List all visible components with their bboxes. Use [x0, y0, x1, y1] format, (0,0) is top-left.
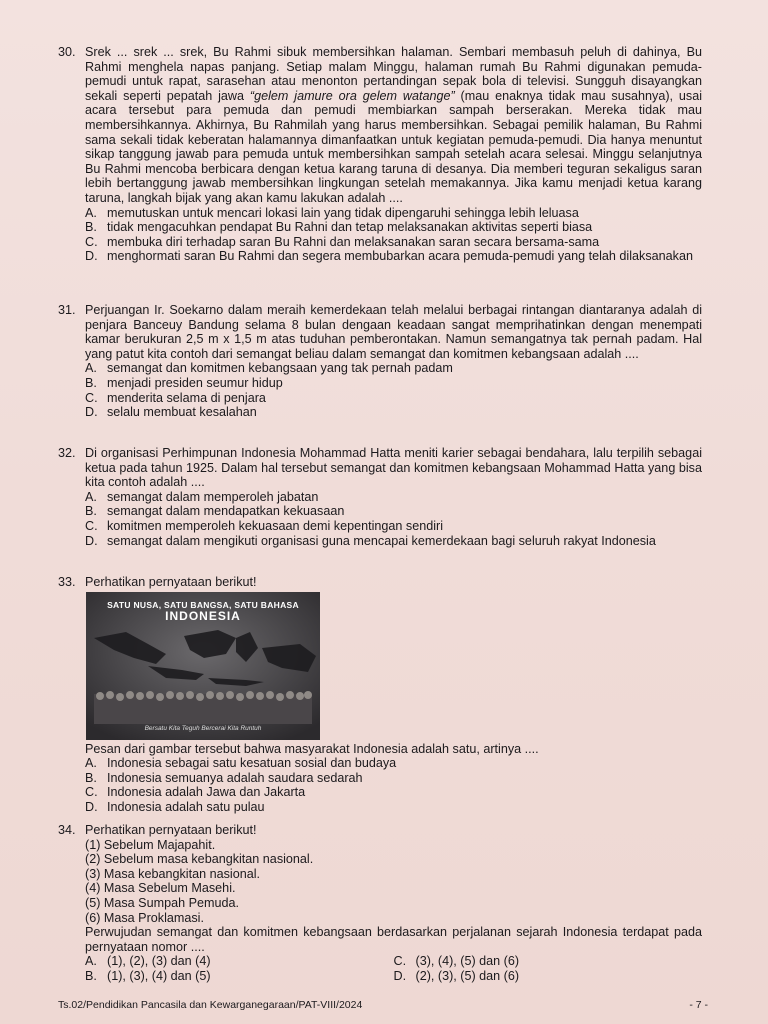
question-intro: Perhatikan pernyataan berikut! [85, 575, 257, 589]
statement-item: (5) Masa Sumpah Pemuda. [85, 895, 239, 910]
option-d[interactable]: D. Indonesia adalah satu pulau [85, 799, 265, 814]
question-stem: Perjuangan Ir. Soekarno dalam meraih kemerdekaan telah melalui berbagai rintangan diantaranya adalah di penjara Banceuy Bandung selama 8 bulan dengaan keadaan sangat memprihatinkan dengan menempati kamar berukuran 2,5 m x 1,5 m atas tuduhan pemberontakan. Namun semangatnya tak pernah padam. Hal yang patut kita contoh dari semangat beliau dalam semangat dan komitmen kebangsaan adalah .... [85, 303, 702, 361]
question-stem: Di organisasi Perhimpunan Indonesia Mohammad Hatta meniti karier sebagai bendahara, lalu terpilih sebagai ketua pada tahun 1925. Dalam hal tersebut semangat dan komitmen kebangsaan Mohammad Hatta yang bisa kita contoh adalah .... [85, 446, 702, 490]
statement-item: (2) Sebelum masa kebangkitan nasional. [85, 852, 314, 867]
option-b[interactable]: B. (1), (3), (4) dan (5) [85, 968, 211, 983]
question-number: 30. [58, 45, 76, 59]
poster-heading: INDONESIA [165, 608, 241, 623]
question-32 [58, 446, 702, 548]
page-footer [58, 999, 708, 1011]
unity-poster-image [86, 592, 320, 740]
poster-caption: Bersatu Kita Teguh Bercerai Kita Runtuh [144, 725, 262, 732]
option-b[interactable]: B. menjadi presiden seumur hidup [85, 375, 283, 390]
document-code: Ts.02/Pendidikan Pancasila dan Kewarganegaraan/PAT-VIII/2024 [58, 999, 363, 1011]
option-c[interactable]: C. komitmen memperoleh kekuasaan demi kepentingan sendiri [85, 518, 444, 533]
question-number: 32. [58, 446, 76, 460]
question-stem: Perwujudan semangat dan komitmen kebangsaan berdasarkan perjalanan sejarah Indonesia terdapat pada pernyataan nomor .... [85, 925, 702, 954]
option-b[interactable]: B. Indonesia semuanya adalah saudara sedarah [85, 770, 363, 785]
option-b[interactable]: B. tidak mengacuhkan pendapat Bu Rahni dan tetap melaksanakan aktivitas seperti biasa [85, 220, 593, 235]
question-intro: Perhatikan pernyataan berikut! [85, 823, 257, 837]
option-d[interactable]: D. selalu membuat kesalahan [85, 405, 257, 420]
option-c[interactable]: C. menderita selama di penjara [85, 390, 266, 405]
question-34 [58, 823, 702, 984]
option-a[interactable]: A. semangat dalam memperoleh jabatan [85, 489, 319, 504]
option-c[interactable]: C. membuka diri terhadap saran Bu Rahni dan melaksanakan saran secara bersama-sama [85, 234, 600, 249]
option-d[interactable]: D. semangat dalam mengikuti organisasi guna mencapai kemerdekaan bagi seluruh rakyat Indonesia [85, 533, 656, 548]
option-d[interactable]: D. menghormati saran Bu Rahmi dan segera membubarkan acara pemuda-pemudi yang telah dilaksanakan [85, 249, 693, 264]
question-stem: Pesan dari gambar tersebut bahwa masyarakat Indonesia adalah satu, artinya .... [85, 741, 539, 756]
question-number: 33. [58, 575, 76, 589]
poster-slogan: SATU NUSA, SATU BANGSA, SATU BAHASA [107, 599, 299, 610]
options-grid [85, 954, 702, 983]
statement-item: (6) Masa Proklamasi. [85, 910, 204, 925]
page-number: - 7 - [689, 999, 708, 1011]
option-c[interactable]: C. Indonesia adalah Jawa dan Jakarta [85, 785, 306, 800]
option-a[interactable]: A. semangat dan komitmen kebangsaan yang tak pernah padam [85, 361, 453, 376]
option-a[interactable]: A. (1), (2), (3) dan (4) [85, 954, 211, 969]
question-number: 34. [58, 823, 76, 837]
option-d[interactable]: D. (2), (3), (5) dan (6) [393, 968, 520, 983]
option-a[interactable]: A. memutuskan untuk mencari lokasi lain yang tidak dipengaruhi sehingga lebih leluasa [85, 205, 579, 220]
statement-list [85, 838, 702, 926]
question-33 [58, 575, 702, 815]
statement-item: (3) Masa kebangkitan nasional. [85, 866, 261, 881]
option-a[interactable]: A. Indonesia sebagai satu kesatuan sosial dan budaya [85, 756, 397, 771]
statement-item: (4) Masa Sebelum Masehi. [85, 881, 236, 896]
option-c[interactable]: C. (3), (4), (5) dan (6) [393, 954, 520, 969]
question-31 [58, 303, 702, 420]
option-b[interactable]: B. semangat dalam mendapatkan kekuasaan [85, 504, 345, 519]
question-number: 31. [58, 303, 76, 317]
question-stem: Srek ... srek ... srek, Bu Rahmi sibuk membersihkan halaman. Sembari membasuh peluh di dahinya, Bu Rahmi menghela napas panjang. Setiap malam Minggu, halaman rumah Bu Rahmi digunakan pemuda-pemudi untuk rapat, sarasehan atau menonton pertandingan sepak bola di televisi. Sungguh disayangkan sekali seperti pepatah jawa “gelem jamure ora gelem watange” (mau enaknya tidak mau susahnya), usai acara tersebut para pemuda dan pemudi membiarkan sampah berserakan. Mereka tidak mau membersihkannya. Akhirnya, Bu Rahmilah yang harus membersihkan. Sebagai pemilik halaman, Bu Rahmi sama sekali tidak keberatan halamannya dimanfaatkan untuk kegiatan pemuda-pemudi. Dia hanya menuntut sikap tanggung jawab para pemuda untuk membersihkan sampah setelah acara selesai. Minggu selanjutnya Bu Rahmi mencoba berbicara dengan ketua karang taruna di desanya. Dia memberi teguran sekaligus saran lebih bertanggung jawab membersihkan lingkungan setelah memakannya. Jika kamu menjadi ketua karang taruna, langkah bijak yang akan kamu lakukan adalah .... [85, 45, 703, 205]
question-30 [58, 45, 702, 264]
statement-item: (1) Sebelum Majapahit. [85, 837, 216, 852]
crowd-of-people [94, 691, 312, 724]
